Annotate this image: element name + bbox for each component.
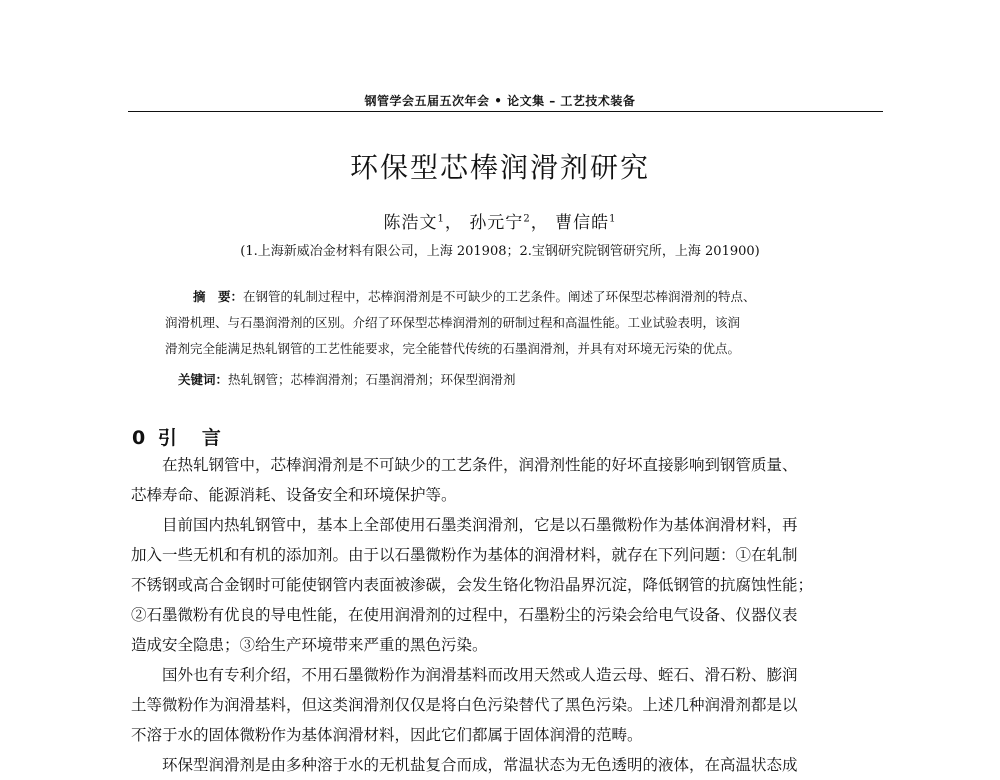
section-body <box>131 450 883 780</box>
abstract-label: 摘 要： <box>193 289 244 304</box>
abstract-line: 滑剂完全能满足热轧钢管的工艺性能要求，完全能替代传统的石墨润滑剂，并具有对环境无污染的优点。 <box>165 341 741 356</box>
running-head: 钢管学会五届五次年会 • 论文集 – 工艺技术装备 <box>364 94 636 108</box>
abstract-line: 润滑机理、与石墨润滑剂的区别。介绍了环保型芯棒润滑剂的研制过程和高温性能。工业试验表明，该润 <box>165 315 741 330</box>
body-line: 加入一些无机和有机的添加剂。由于以石墨微粉作为基体的润滑材料，就存在下列问题：①在轧制 <box>131 546 798 564</box>
author-affil-mark: 2 <box>523 213 531 225</box>
section-heading: 0 引 言 <box>132 427 224 449</box>
body-line: 在热轧钢管中，芯棒润滑剂是不可缺少的工艺条件，润滑剂性能的好坏直接影响到钢管质量、 <box>162 456 798 474</box>
body-line: 芯棒寿命、能源消耗、设备安全和环境保护等。 <box>131 486 457 504</box>
body-line: 环保型润滑剂是由多种溶于水的无机盐复合而成，常温状态为无色透明的液体，在高温状态成 <box>162 756 798 774</box>
keywords-label: 关键词： <box>178 372 229 387</box>
author-name: 孙元宁 <box>469 213 524 233</box>
keywords <box>178 370 516 388</box>
body-line: 不溶于水的固体微粉作为基体润滑材料，因此它们都属于固体润滑的范畴。 <box>131 726 643 744</box>
abstract-text: 在钢管的轧制过程中，芯棒润滑剂是不可缺少的工艺条件。阐述了环保型芯棒润滑剂的特点、 <box>243 289 756 304</box>
keywords-text: 热轧钢管；芯棒润滑剂；石墨润滑剂；环保型润滑剂 <box>228 372 516 387</box>
body-line: 不锈钢或高合金钢时可能使钢管内表面被渗碳，会发生铬化物沿晶界沉淀，降低钢管的抗腐蚀性能； <box>131 576 814 594</box>
abstract-line <box>165 284 855 310</box>
abstract <box>165 284 855 362</box>
body-line: 土等微粉作为润滑基料，但这类润滑剂仅仅是将白色污染替代了黑色污染。上述几种润滑剂都是以 <box>131 696 798 714</box>
header-rule <box>128 111 883 112</box>
author-affil-mark: 1 <box>609 213 617 225</box>
body-line: ②石墨微粉有优良的导电性能，在使用润滑剂的过程中，石墨粉尘的污染会给电气设备、仪器仪表 <box>131 606 798 624</box>
author-list: 陈浩文$^1$， 孙元宁$^2$， 曹信皓$^1$ <box>383 213 617 233</box>
author-affil-mark: 1 <box>437 213 445 225</box>
author-name: 曹信皓 <box>555 213 610 233</box>
affiliation: (1.上海新威冶金材料有限公司，上海 201908；2.宝钢研究院钢管研究所，上海 201900) <box>240 244 760 259</box>
paper-title: 环保型芯棒润滑剂研究 <box>349 151 650 184</box>
body-line: 国外也有专利介绍，不用石墨微粉作为润滑基料而改用天然或人造云母、蛭石、滑石粉、膨润 <box>162 666 798 684</box>
author-name: 陈浩文 <box>383 213 438 233</box>
body-line: 目前国内热轧钢管中，基本上全部使用石墨类润滑剂，它是以石墨微粉作为基体润滑材料，再 <box>162 516 798 534</box>
body-line: 造成安全隐患；③给生产环境带来严重的黑色污染。 <box>131 636 488 654</box>
